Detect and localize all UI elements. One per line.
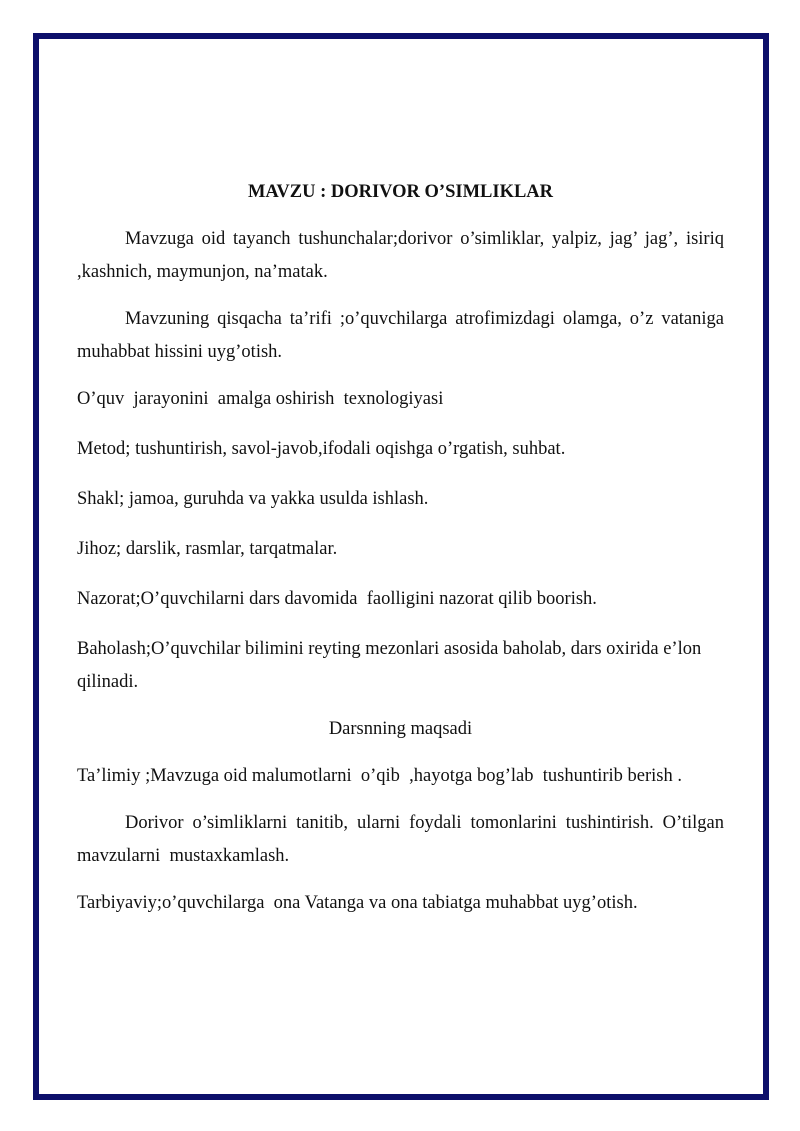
paragraph-technology: O’quv jarayonini amalga oshirish texnologiyasi [77,389,444,409]
paragraph-topic-definition: Mavzuning qisqacha ta’rifi ;o’quvchilarga atrofimizdagi olamga, o’z vataniga muhabbat hissini uyg’otish. [77,309,724,362]
paragraph-equipment: Jihoz; darslik, rasmlar, tarqatmalar. [77,539,338,559]
document-title: MAVZU : DORIVOR O’SIMLIKLAR [247,182,554,202]
paragraph-plants-goal: Dorivor o’simliklarni tanitib, ularni foydali tomonlarini tushintirish. O’tilgan mavzularni mustaxkamlash. [77,813,734,866]
section-heading-lesson-goal: Darsnning maqsadi [328,719,473,739]
paragraph-control: Nazorat;O’quvchilarni dars davomida faolligini nazorat qilib boorish. [77,589,597,609]
paragraph-method: Metod; tushuntirish, savol-javob,ifodali oqishga o’rgatish, suhbat. [77,439,566,459]
paragraph-upbringing-goal: Tarbiyaviy;o’quvchilarga ona Vatanga va ona tabiatga muhabbat uyg’otish. [77,893,638,913]
document-body [77,176,734,934]
paragraph-educational-goal: Ta’limiy ;Mavzuga oid malumotlarni o’qib ,hayotga bog’lab tushuntirib berish . [77,766,682,786]
paragraph-form: Shakl; jamoa, guruhda va yakka usulda ishlash. [77,489,429,509]
paragraph-assessment: Baholash;O’quvchilar bilimini reyting mezonlari asosida baholab, dars oxirida e’lon qilinadi. [77,639,702,692]
paragraph-key-concepts: Mavzuga oid tayanch tushunchalar;dorivor o’simliklar, yalpiz, jag’ jag’, isiriq ,kashnich, maymunjon, na’matak. [77,229,724,282]
